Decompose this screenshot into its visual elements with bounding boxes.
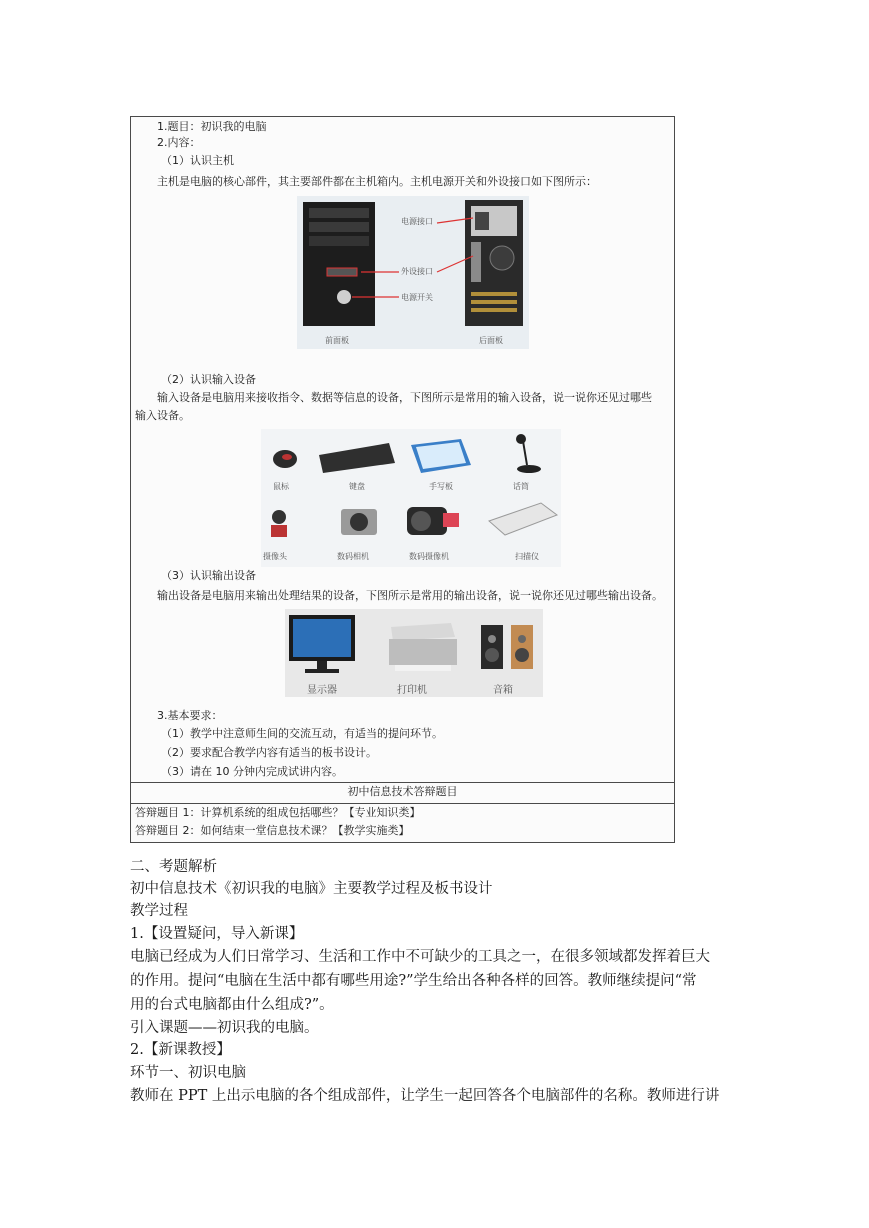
section1-heading: （1）认识主机 — [161, 154, 234, 167]
label-power-switch: 电源开关 — [401, 293, 433, 302]
requirement-1: （1）教学中注意师生间的交流互动，有适当的提问环节。 — [161, 727, 443, 740]
step2-heading: 2.【新课教授】 — [130, 1042, 231, 1058]
device-keyboard: 键盘 — [349, 482, 365, 491]
device-monitor: 显示器 — [307, 685, 337, 696]
content-label: 2.内容： — [157, 136, 201, 149]
computer-case-figure — [297, 196, 529, 349]
device-scanner: 扫描仪 — [515, 552, 539, 561]
paragraph-line-3: 用的台式电脑都由什么组成?”。 — [130, 997, 334, 1013]
section3-text: 输出设备是电脑用来输出处理结果的设备，下图所示是常用的输出设备，说一说你还见过哪些输出设备。 — [157, 589, 663, 602]
paragraph-line-2: 的作用。提问“电脑在生活中都有哪些用途?”学生给出各种各样的回答。教师继续提问“常 — [130, 973, 697, 989]
defense-question-1: 答辩题目 1：计算机系统的组成包括哪些？【专业知识类】 — [135, 806, 421, 819]
label-back-panel: 后面板 — [479, 336, 503, 345]
section2-text-line1: 输入设备是电脑用来接收指令、数据等信息的设备，下图所示是常用的输入设备，说一说你还见过哪些 — [157, 391, 652, 404]
device-tablet: 手写板 — [429, 482, 453, 491]
divider-top — [131, 782, 674, 783]
device-webcam: 摄像头 — [263, 552, 287, 561]
topic-title: 1.题目：初识我的电脑 — [157, 120, 267, 133]
paragraph-stage1: 教师在 PPT 上出示电脑的各个组成部件，让学生一起回答各个电脑部件的名称。教师进行讲 — [130, 1088, 720, 1104]
lesson-title: 初中信息技术《初识我的电脑》主要教学过程及板书设计 — [130, 881, 493, 897]
device-microphone: 话筒 — [513, 482, 529, 491]
divider-bottom — [131, 803, 674, 804]
intro-topic-line: 引入课题——初识我的电脑。 — [130, 1020, 319, 1036]
device-printer: 打印机 — [397, 685, 427, 696]
defense-title: 初中信息技术答辩题目 — [347, 785, 458, 798]
requirement-3: （3）请在 10 分钟内完成试讲内容。 — [161, 765, 343, 778]
defense-question-2: 答辩题目 2：如何结束一堂信息技术课？【教学实施类】 — [135, 824, 410, 837]
label-peripheral-port: 外设接口 — [401, 267, 433, 276]
requirements-heading: 3.基本要求： — [157, 709, 223, 722]
output-devices-figure — [285, 609, 543, 697]
device-speakers: 音箱 — [493, 685, 513, 696]
input-devices-figure — [261, 429, 561, 567]
input-devices-illustration — [261, 429, 561, 567]
label-power-port: 电源接口 — [401, 217, 433, 226]
section2-heading: （2）认识输入设备 — [161, 373, 256, 386]
teaching-process-heading: 教学过程 — [130, 903, 188, 919]
device-mouse: 鼠标 — [273, 482, 289, 491]
section1-text: 主机是电脑的核心部件，其主要部件都在主机箱内。主机电源开关和外设接口如下图所示： — [157, 175, 597, 188]
requirement-2: （2）要求配合教学内容有适当的板书设计。 — [161, 746, 377, 759]
device-camcorder: 数码摄像机 — [409, 552, 449, 561]
exam-scan-table — [130, 116, 675, 843]
paragraph-line-1: 电脑已经成为人们日常学习、生活和工作中不可缺少的工具之一，在很多领域都发挥着巨大 — [130, 949, 710, 965]
stage1-heading: 环节一、初识电脑 — [130, 1065, 246, 1081]
section2-text-line2: 输入设备。 — [135, 409, 190, 422]
section3-heading: （3）认识输出设备 — [161, 569, 256, 582]
label-front-panel: 前面板 — [325, 336, 349, 345]
section-heading-analysis: 二、考题解析 — [130, 859, 217, 875]
step1-heading: 1.【设置疑问，导入新课】 — [130, 926, 304, 942]
device-camera: 数码相机 — [337, 552, 369, 561]
